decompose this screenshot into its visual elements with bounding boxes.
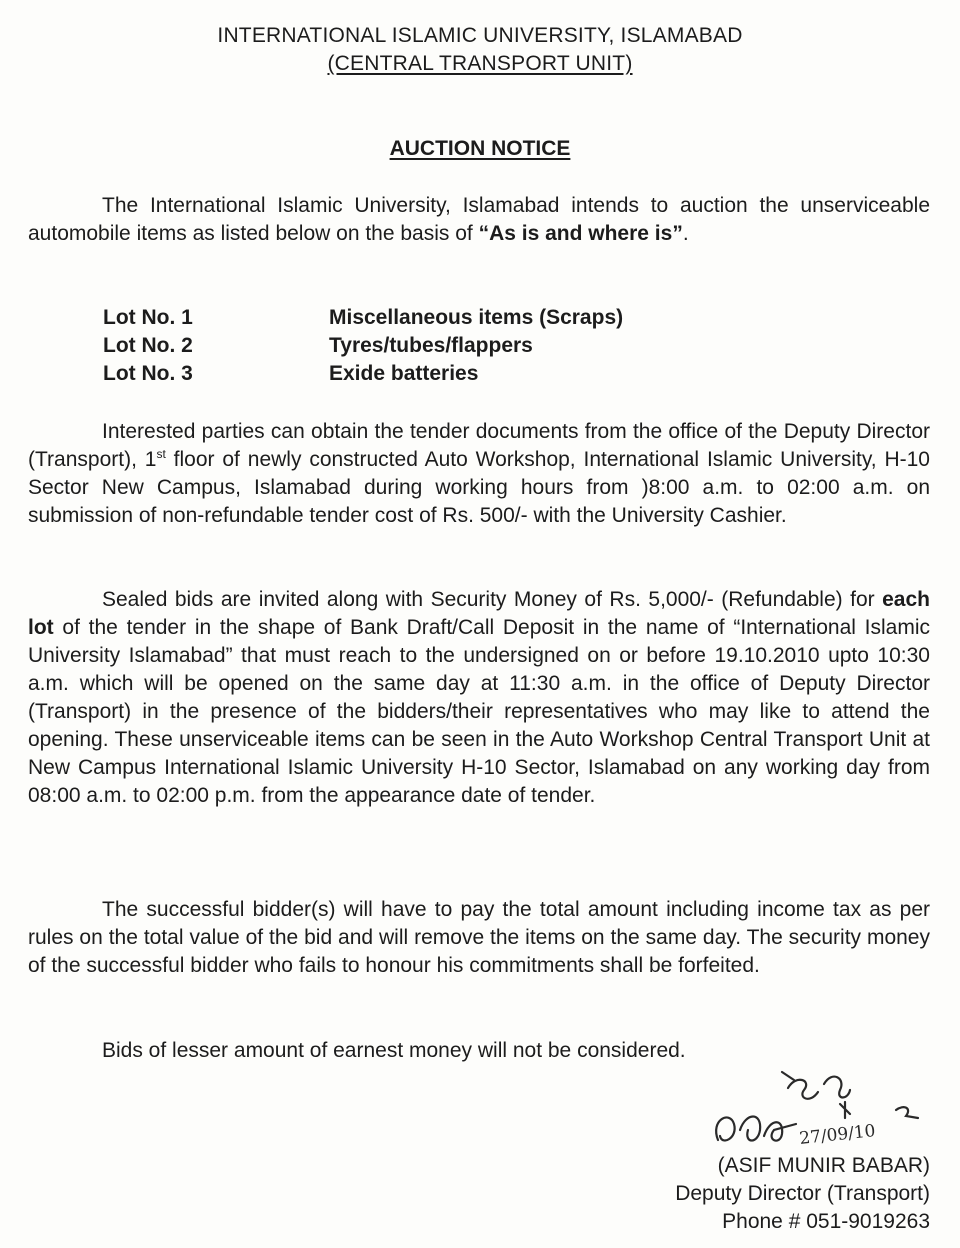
university-name: INTERNATIONAL ISLAMIC UNIVERSITY, ISLAMABAD (217, 24, 743, 47)
earnest-money-paragraph: Bids of lesser amount of earnest money will not be considered. (102, 1039, 686, 1062)
each-lot-emphasis: each lot (28, 588, 930, 639)
lot-description: Exide batteries (329, 362, 479, 385)
unit-name: (CENTRAL TRANSPORT UNIT) (327, 52, 633, 75)
list-item (103, 360, 623, 388)
signatory-name: (ASIF MUNIR BABAR) (717, 1154, 930, 1177)
lot-number: Lot No. 3 (103, 362, 193, 385)
lots-list (103, 304, 623, 388)
payment-paragraph: The successful bidder(s) will have to pay the total amount including income tax as per rules on the total value of the bid and will remove the items on the same day. The security money of the successful bidder who fails to honour his commitments shall be forfeited. (28, 898, 930, 977)
lot-number: Lot No. 1 (103, 306, 193, 329)
signatory-block (675, 1152, 930, 1236)
handwritten-date: 27/09/10 (798, 1121, 877, 1149)
signatory-designation: Deputy Director (Transport) (675, 1182, 930, 1205)
lot-description: Tyres/tubes/flappers (329, 334, 533, 357)
notice-title: AUCTION NOTICE (389, 137, 571, 160)
list-item (103, 332, 623, 360)
as-is-where-is: “As is and where is” (478, 222, 683, 245)
lot-number: Lot No. 2 (103, 334, 193, 357)
signatory-phone: Phone # 051-9019263 (722, 1210, 930, 1233)
handwritten-signature (700, 1060, 940, 1160)
list-item (103, 304, 623, 332)
intro-paragraph: The International Islamic University, Islamabad intends to auction the unserviceable automobile items as listed below on the basis of “As is and where is”. (28, 194, 930, 245)
tender-documents-paragraph: Interested parties can obtain the tender documents from the office of the Deputy Director (Transport), 1st floor of newly constructed Auto Workshop, International Islamic University, H-10 Sector New Campus, Islamabad during working hours from )8:00 a.m. to 02:00 a.m. on submission of non-refundable tender cost of Rs. 500/- with the University Cashier. (28, 420, 930, 527)
sealed-bids-paragraph: Sealed bids are invited along with Security Money of Rs. 5,000/- (Refundable) for each lot of the tender in the shape of Bank Draft/Call Deposit in the name of “International Islamic University Islamabad” that must reach to the undersigned on or before 19.10.2010 upto 10:30 a.m. which will be opened on the same day at 11:30 a.m. in the office of Deputy Director (Transport) in the presence of the bidders/their representatives who may like to attend the opening. These unserviceable items can be seen in the Auto Workshop Central Transport Unit at New Campus International Islamic University H-10 Sector, Islamabad on any working day from 08:00 a.m. to 02:00 p.m. from the appearance date of tender. (28, 588, 930, 807)
lot-description: Miscellaneous items (Scraps) (329, 306, 624, 329)
